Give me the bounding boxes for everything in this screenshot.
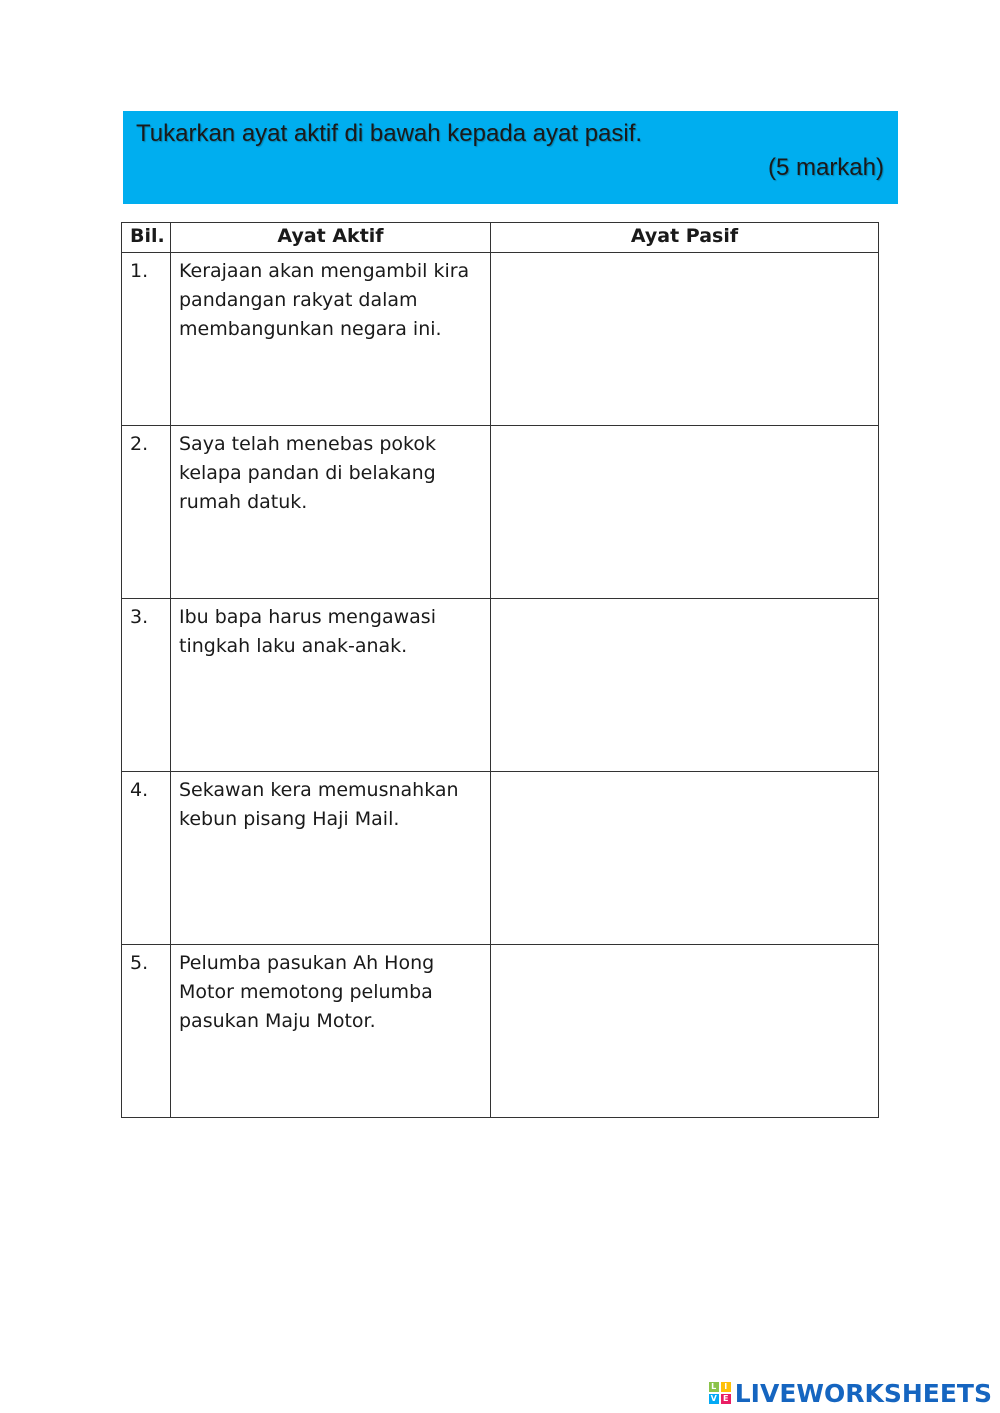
active-sentence: Saya telah menebas pokok kelapa pandan di belakang rumah datuk. [171,426,491,599]
table-row [122,945,879,1118]
row-number: 4. [122,772,171,945]
marks-label: (5 markah) [767,154,884,181]
row-number: 1. [122,253,171,426]
header-bil: Bil. [122,223,171,253]
passive-answer-cell[interactable] [491,599,879,772]
header-ayat-aktif: Ayat Aktif [171,223,491,253]
passive-answer-cell[interactable] [491,426,879,599]
header-ayat-pasif: Ayat Pasif [491,223,879,253]
row-number: 5. [122,945,171,1118]
active-sentence: Kerajaan akan mengambil kira pandangan rakyat dalam membangunkan negara ini. [171,253,491,426]
logo-letter-i: I [721,1382,731,1392]
logo-grid-icon [709,1382,731,1404]
passive-answer-cell[interactable] [491,772,879,945]
table-row [122,599,879,772]
active-sentence: Ibu bapa harus mengawasi tingkah laku anak-anak. [171,599,491,772]
row-number: 2. [122,426,171,599]
instruction-banner [123,111,898,204]
table-header-row [122,223,879,253]
table-row [122,772,879,945]
brand-name: LIVEWORKSHEETS [734,1378,992,1408]
logo-letter-l: L [709,1382,719,1392]
active-sentence: Sekawan kera memusnahkan kebun pisang Haji Mail. [171,772,491,945]
table-row [122,253,879,426]
logo-letter-e: E [721,1394,731,1404]
logo-letter-v: V [710,1394,717,1403]
table-row [122,426,879,599]
passive-answer-cell[interactable] [491,945,879,1118]
worksheet-table [121,222,879,1118]
liveworksheets-logo [709,1379,992,1407]
instruction-text: Tukarkan ayat aktif di bawah kepada ayat pasif. [136,120,643,147]
row-number: 3. [122,599,171,772]
passive-answer-cell[interactable] [491,253,879,426]
active-sentence: Pelumba pasukan Ah Hong Motor memotong pelumba pasukan Maju Motor. [171,945,491,1118]
